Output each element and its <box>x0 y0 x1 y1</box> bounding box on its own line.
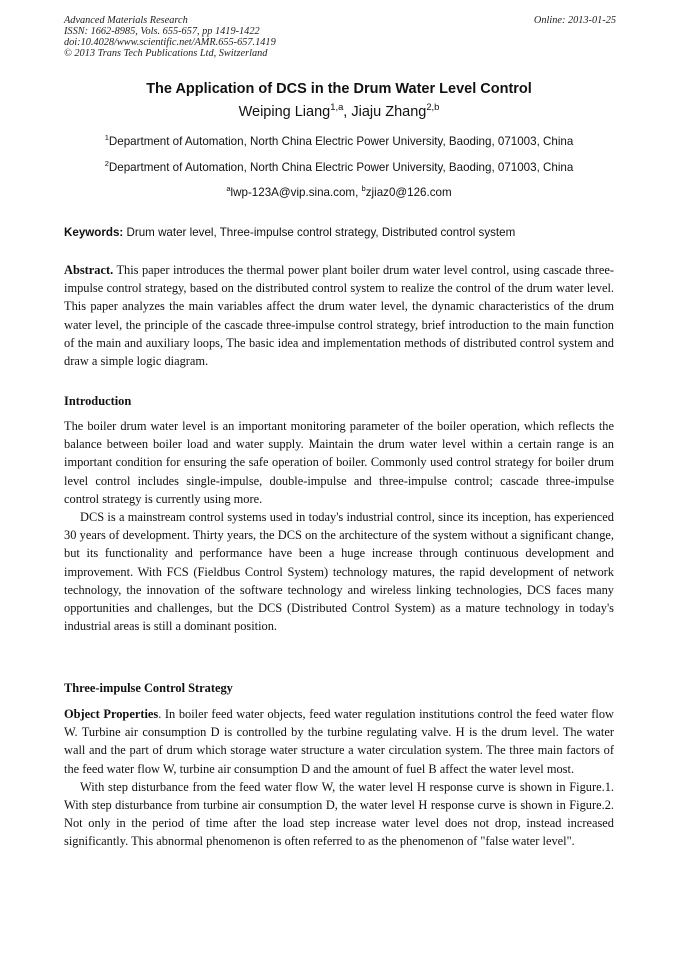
paragraph: . In boiler feed water objects, feed water regulation institutions control the feed water flow W. Turbine air consumption D is controlled by the turbine regulating valve. H is the drum level. The water wall and the part of drum which storage water structure a water circulation system. The three main factors of the feed water flow W, turbine air consumption D and the amount of fuel B affect the water level most. <box>64 707 615 776</box>
object-properties-label: Object Properties <box>64 707 159 721</box>
author-superscript: 2,b <box>426 101 440 113</box>
author-name: Weiping Liang <box>238 104 331 120</box>
abstract <box>64 261 614 370</box>
author-line <box>0 101 678 120</box>
email-superscript: a <box>226 184 231 194</box>
issn-line: ISSN: 1662-8985, Vols. 655-657, pp 1419-1422 <box>64 26 260 37</box>
journal-name: Advanced Materials Research <box>64 15 188 26</box>
affiliation-2 <box>0 161 678 174</box>
email-a[interactable]: lwp-123A@vip.sina.com <box>230 186 356 199</box>
affiliation-1 <box>0 135 678 148</box>
email-separator: , <box>355 186 362 199</box>
email-line <box>0 186 678 199</box>
keywords <box>64 226 616 239</box>
affiliation-superscript: 1 <box>104 133 109 143</box>
email-b[interactable]: zjiaz0@126.com <box>365 186 452 199</box>
paragraph: With step disturbance from the feed water flow W, the water level H response curve is shown in Figure.1. With step disturbance from turbine air consumption D, the water level H response curve is shown in Figure.2. Not only in the period of time after the load step increase water level does not drop, instead increased significantly. This abnormal phenomenon is often referred to as the phenomenon of "false water level". <box>64 779 614 849</box>
section-heading-introduction: Introduction <box>64 394 132 408</box>
abstract-label: Abstract. <box>64 263 114 277</box>
paragraph: The boiler drum water level is an important monitoring parameter of the boiler operation, which reflects the balance between boiler load and water supply. Maintain the drum water level within a certain range is an important condition for ensuring the safe operation of boiler. Commonly used control strategy for boiler drum level control includes single-impulse, double-impulse and three-impulse control; cascade three-impulse control strategy is currently using more. <box>64 419 614 506</box>
author-superscript: 1,a <box>330 101 344 113</box>
section-heading-three-impulse: Three-impulse Control Strategy <box>64 681 233 695</box>
keywords-text: Drum water level, Three-impulse control strategy, Distributed control system <box>123 226 516 239</box>
keywords-label: Keywords: <box>64 226 124 239</box>
doi-line[interactable]: doi:10.4028/www.scientific.net/AMR.655-657.1419 <box>64 37 276 48</box>
email-superscript: b <box>361 184 366 194</box>
three-impulse-body <box>64 705 614 851</box>
online-date: Online: 2013-01-25 <box>533 15 616 26</box>
abstract-text: This paper introduces the thermal power plant boiler drum water level control, using cascade three-impulse control strategy, based on the distributed control system to realize the control of the drum water level. This paper analyzes the main variables affect the drum water level, the dynamic characteristics of the drum water level, the principle of the cascade three-impulse control strategy, brief introduction to the main function of the main and auxiliary loops, The basic idea and implementation methods of distributed control system and draw a simple logic diagram. <box>64 263 614 369</box>
affiliation-superscript: 2 <box>104 159 109 169</box>
affiliation-text: Department of Automation, North China Electric Power University, Baoding, 071003, China <box>108 135 574 148</box>
copyright-line: © 2013 Trans Tech Publications Ltd, Switzerland <box>64 48 268 59</box>
introduction-body <box>64 417 614 635</box>
author-name: Jiaju Zhang <box>351 104 427 120</box>
journal-header <box>64 15 616 59</box>
paper-title: The Application of DCS in the Drum Water Level Control <box>146 81 532 97</box>
affiliation-text: Department of Automation, North China Electric Power University, Baoding, 071003, China <box>108 161 574 174</box>
author-separator: , <box>343 104 352 120</box>
paragraph: DCS is a mainstream control systems used in today's industrial control, since its inception, has experienced 30 years of development. Thirty years, the DCS on the architecture of the system without a significant change, but its functionality and performance have been a huge increase through continuous development and improvement. With FCS (Fieldbus Control System) technology matures, the rapid development of network technology, the innovation of the software technology and wireless linking technologies, DCS faces many opportunities and challenges, but the DCS (Distributed Control System) as a mature technology in today's industrial areas is still a dominant position. <box>64 510 614 634</box>
